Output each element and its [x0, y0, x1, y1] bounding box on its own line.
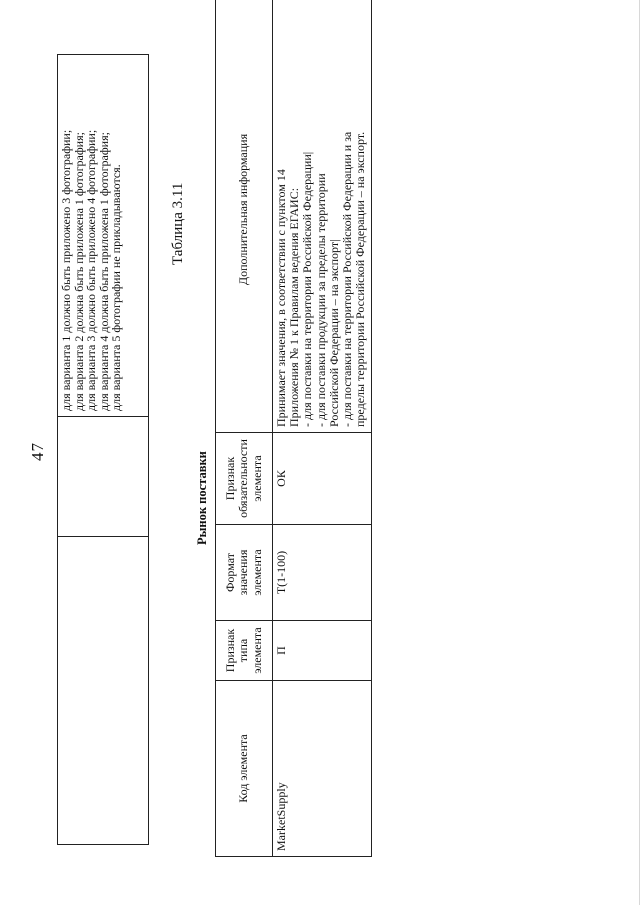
list-item: для варианта 2 должна быть приложена 1 фотография; — [71, 132, 86, 411]
table-cell — [58, 537, 149, 845]
table-header-row — [216, 0, 273, 857]
info-line: - для поставки на территории Российской Федерации и за — [340, 131, 355, 427]
page-number: 47 — [28, 442, 47, 461]
column-header: Признак обязательности элемента — [216, 433, 273, 525]
column-header: Дополнительная информация — [216, 0, 273, 433]
table-caption: Таблица 3.11 — [170, 182, 186, 265]
element-info-cell — [273, 0, 372, 433]
continuation-text — [58, 55, 149, 417]
column-header: Код элемента — [216, 681, 273, 857]
list-item: для варианта 5 фотографии не прикладываются. — [109, 164, 123, 411]
info-line: пределы территории Российской Федерации – на экспорт. — [353, 131, 368, 427]
element-format-cell: T(1-100) — [273, 525, 372, 621]
element-required-cell: ОК — [273, 433, 372, 525]
info-line: Принимает значения, в соответствии с пунктом 14 — [274, 169, 288, 427]
info-line: Приложения № 1 к Правилам ведения ЕГАИС: — [287, 187, 302, 427]
element-type-cell: П — [273, 621, 372, 681]
element-code-cell: MarketSupply — [273, 681, 372, 857]
list-item: для варианта 1 должно быть приложено 3 фотографии; — [59, 129, 73, 411]
column-header: Формат значения элемента — [216, 525, 273, 621]
table-cell — [58, 417, 149, 537]
table-row — [58, 55, 149, 845]
data-table — [215, 0, 372, 857]
table-title: Рынок поставки — [195, 451, 209, 545]
continuation-table — [57, 54, 149, 845]
info-line: - для поставки продукции за пределы территории — [313, 173, 328, 427]
column-header: Признак типа элемента — [216, 621, 273, 681]
table-row — [273, 0, 372, 857]
info-line: - для поставки на территории Российской Федерации| — [300, 151, 315, 427]
list-item: для варианта 3 должно быть приложено 4 фотографии; — [84, 129, 98, 411]
list-item: для варианта 4 должна быть приложена 1 фотография; — [96, 132, 111, 411]
info-line: Российской Федерации – на экспорт| — [326, 239, 341, 427]
